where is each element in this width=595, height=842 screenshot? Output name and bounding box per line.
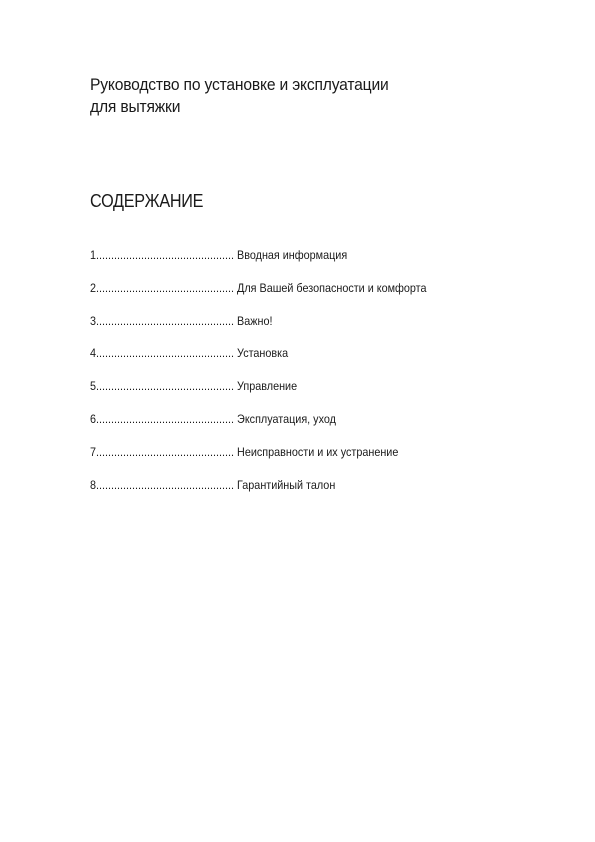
toc-leader-dots: .............................................. (96, 248, 235, 262)
toc-entry-7 (90, 444, 427, 460)
toc-leader-dots: .............................................. (96, 477, 235, 492)
title-line-2: для вытяжки (90, 97, 181, 116)
toc-label: Управление (234, 379, 298, 394)
contents-heading: СОДЕРЖАНИЕ (90, 191, 204, 211)
toc-label: Установка (234, 346, 289, 361)
toc-leader-dots: .............................................. (96, 280, 235, 295)
toc-number: 3 (90, 313, 97, 328)
toc-entry-6 (90, 411, 427, 427)
toc-leader-dots: .............................................. (96, 411, 235, 426)
table-of-contents (90, 247, 464, 509)
title-line-1: Руководство по установке и эксплуатации (90, 75, 389, 94)
toc-label: Важно! (234, 313, 273, 328)
toc-number: 4 (90, 346, 97, 361)
toc-leader-dots: .............................................. (96, 444, 235, 459)
toc-entry-4 (90, 345, 427, 361)
toc-entry-2 (90, 280, 427, 296)
toc-number: 2 (90, 280, 97, 295)
toc-label: Для Вашей безопасности и комфорта (234, 280, 427, 295)
toc-number: 6 (90, 411, 97, 426)
toc-entry-5 (90, 378, 427, 394)
toc-entry-3 (90, 313, 427, 329)
toc-label: Вводная информация (234, 248, 348, 262)
toc-label: Неисправности и их устранение (234, 444, 399, 459)
toc-number: 7 (90, 444, 97, 459)
toc-entry-8 (90, 477, 427, 493)
toc-label: Гарантийный талон (234, 477, 336, 492)
toc-leader-dots: .............................................. (96, 346, 235, 361)
document-title (90, 74, 389, 118)
toc-leader-dots: .............................................. (96, 313, 235, 328)
toc-entry-1 (90, 247, 427, 263)
toc-label: Эксплуатация, уход (234, 411, 336, 426)
toc-number: 5 (90, 379, 97, 394)
toc-number: 8 (90, 477, 97, 492)
toc-leader-dots: .............................................. (96, 379, 235, 394)
toc-number: 1 (90, 248, 97, 262)
